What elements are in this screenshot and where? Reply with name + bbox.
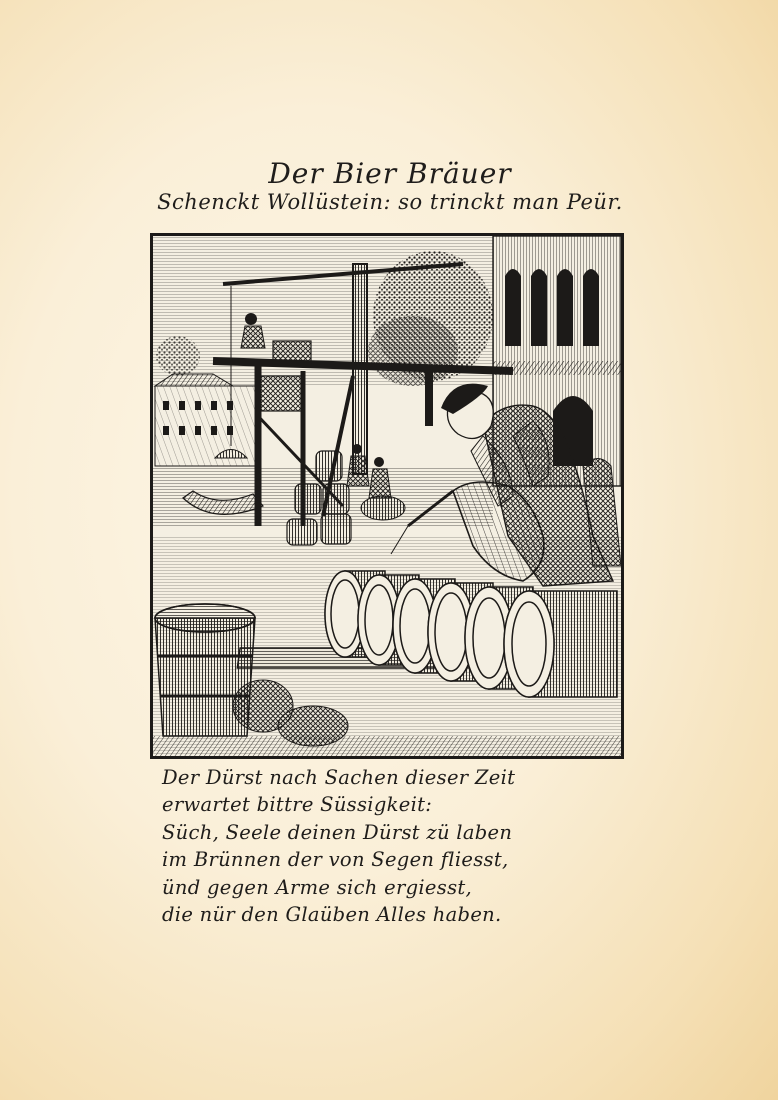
verse-line: die nür den Glaüben Alles haben. (162, 903, 502, 927)
verse-line: im Brünnen der von Segen fliesst, (162, 848, 509, 872)
engraving-illustration (153, 236, 621, 756)
verse-line: Süch, Seele deinen Dürst zü laben (162, 820, 513, 844)
title-line-2: Schenckt Wollüstein: so trinckt man Peür. (157, 190, 623, 215)
brewer-engraving (150, 233, 624, 759)
verse-line: ünd gegen Arme sich ergiesst, (162, 875, 473, 899)
engraving-title (140, 158, 640, 214)
title-line-1: Der Bier Bräuer (268, 157, 512, 190)
verse (162, 764, 632, 928)
verse-line: Der Dürst nach Sachen dieser Zeit (162, 766, 516, 789)
verse-line: erwartet bittre Süssigkeit: (162, 793, 433, 817)
